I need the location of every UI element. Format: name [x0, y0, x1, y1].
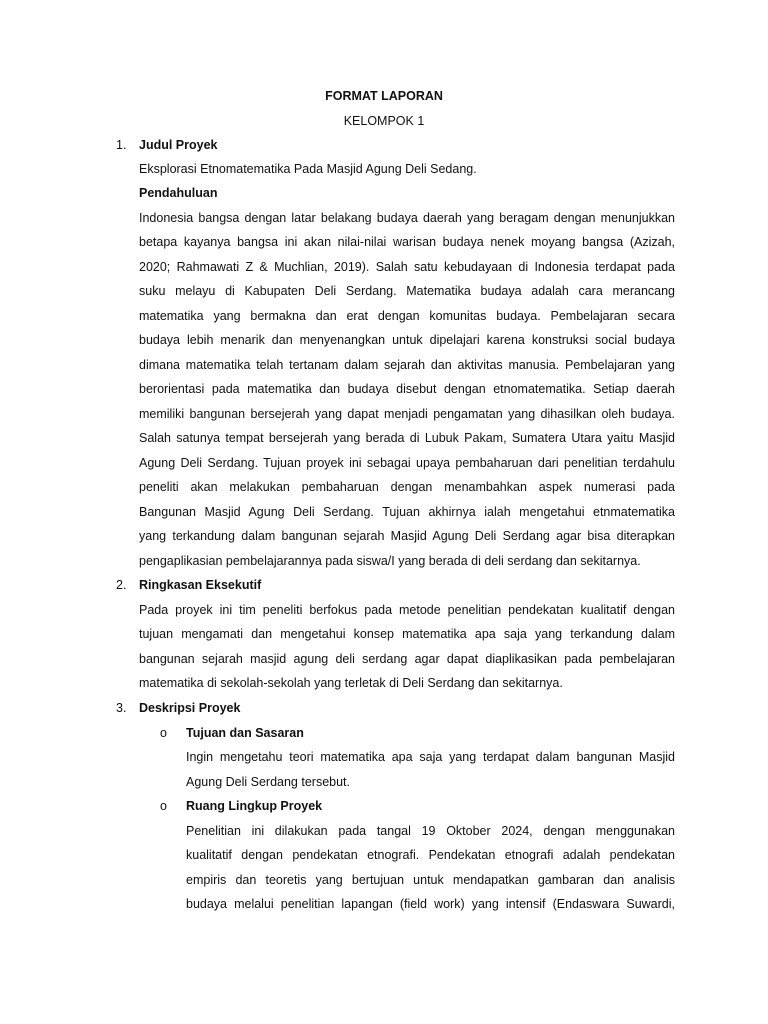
section-1-number: 1. [116, 138, 127, 152]
scope-heading: Ruang Lingkup Proyek [186, 799, 323, 813]
summary-line: tujuan mengamati dan mengetahui konsep matematika apa saja yang terkandung dalam [139, 627, 675, 641]
summary-line: bangunan sejarah masjid agung deli serdang agar dapat diaplikasikan pada pembelajaran [139, 652, 675, 666]
introduction-line: Bangunan Masjid Agung Deli Serdang. Tujuan akhirnya ialah mengetahui etnmatematika [139, 505, 675, 519]
section-3-number: 3. [116, 701, 127, 715]
summary-line: matematika di sekolah-sekolah yang terletak di Deli Serdang dan sekitarnya. [139, 676, 563, 690]
introduction-line: pengaplikasian pembelajarannya pada siswa/I yang berada di deli serdang dan sekitarnya. [139, 554, 641, 568]
scope-line: kualitatif dengan pendekatan etnografi. Pendekatan etnografi adalah pendekatan [186, 848, 675, 862]
goals-line: Agung Deli Serdang tersebut. [186, 775, 350, 789]
goals-heading: Tujuan dan Sasaran [186, 726, 304, 740]
introduction-line: memiliki bangunan bersejerah yang dapat menjadi pengamatan yang dihasilkan oleh budaya. [139, 407, 675, 421]
introduction-line: matematika yang bermakna dan erat dengan komunitas budaya. Pembelajaran secara [139, 309, 675, 323]
introduction-line: 2020; Rahmawati Z & Muchlian, 2019). Salah satu kebudayaan di Indonesia terdapat pada [139, 260, 675, 274]
introduction-line: Agung Deli Serdang. Tujuan proyek ini sebagai upaya pembaharuan dari penelitian terdahulu [139, 456, 675, 470]
document-title: FORMAT LAPORAN [325, 89, 443, 103]
introduction-line: dimana matematika telah tertanam dalam sejarah dan aktivitas manusia. Pembelajaran yang [139, 358, 675, 372]
introduction-line: Salah satunya tempat bersejerah yang berada di Lubuk Pakam, Sumatera Utara yaitu Masjid [139, 431, 675, 445]
introduction-line: yang terkandung dalam bangunan sejarah Masjid Agung Deli Serdang agar bisa diterapkan [139, 529, 675, 543]
bullet-marker: o [160, 799, 167, 813]
project-title-text: Eksplorasi Etnomatematika Pada Masjid Agung Deli Sedang. [139, 162, 477, 176]
goals-line: Ingin mengetahu teori matematika apa saja yang terdapat dalam bangunan Masjid [186, 750, 675, 764]
document-subtitle: KELOMPOK 1 [343, 114, 425, 128]
introduction-line: peneliti akan melakukan pembaharuan dengan menambahkan aspek numerasi pada [139, 480, 675, 494]
section-2-heading: Ringkasan Eksekutif [139, 578, 262, 592]
bullet-marker: o [160, 726, 167, 740]
section-3-heading: Deskripsi Proyek [139, 701, 241, 715]
scope-line: budaya melalui penelitian lapangan (field work) yang intensif (Endaswara Suwardi, [186, 897, 675, 911]
introduction-line: betapa kayanya bangsa ini akan nilai-nilai warisan budaya nenek moyang bangsa (Azizah, [139, 235, 675, 249]
introduction-line: suku melayu di Kabupaten Deli Serdang. Matematika budaya adalah cara merancang [139, 284, 675, 298]
introduction-line: budaya lebih menarik dan menyenangkan untuk dipelajari karena konstruksi social budaya [139, 333, 675, 347]
section-2-number: 2. [116, 578, 127, 592]
introduction-line: berorientasi pada matematika dan budaya disebut dengan etnomatematika. Setiap daerah [139, 382, 675, 396]
summary-line: Pada proyek ini tim peneliti berfokus pada metode penelitian pendekatan kualitatif dengan [139, 603, 675, 617]
introduction-line: Indonesia bangsa dengan latar belakang budaya daerah yang beragam dengan menunjukkan [139, 211, 675, 225]
scope-line: Penelitian ini dilakukan pada tangal 19 Oktober 2024, dengan menggunakan [186, 824, 675, 838]
introduction-heading: Pendahuluan [139, 186, 218, 200]
scope-line: empiris dan teoretis yang bertujuan untuk mendapatkan gambaran dan analisis [186, 873, 675, 887]
section-1-heading: Judul Proyek [139, 138, 218, 152]
